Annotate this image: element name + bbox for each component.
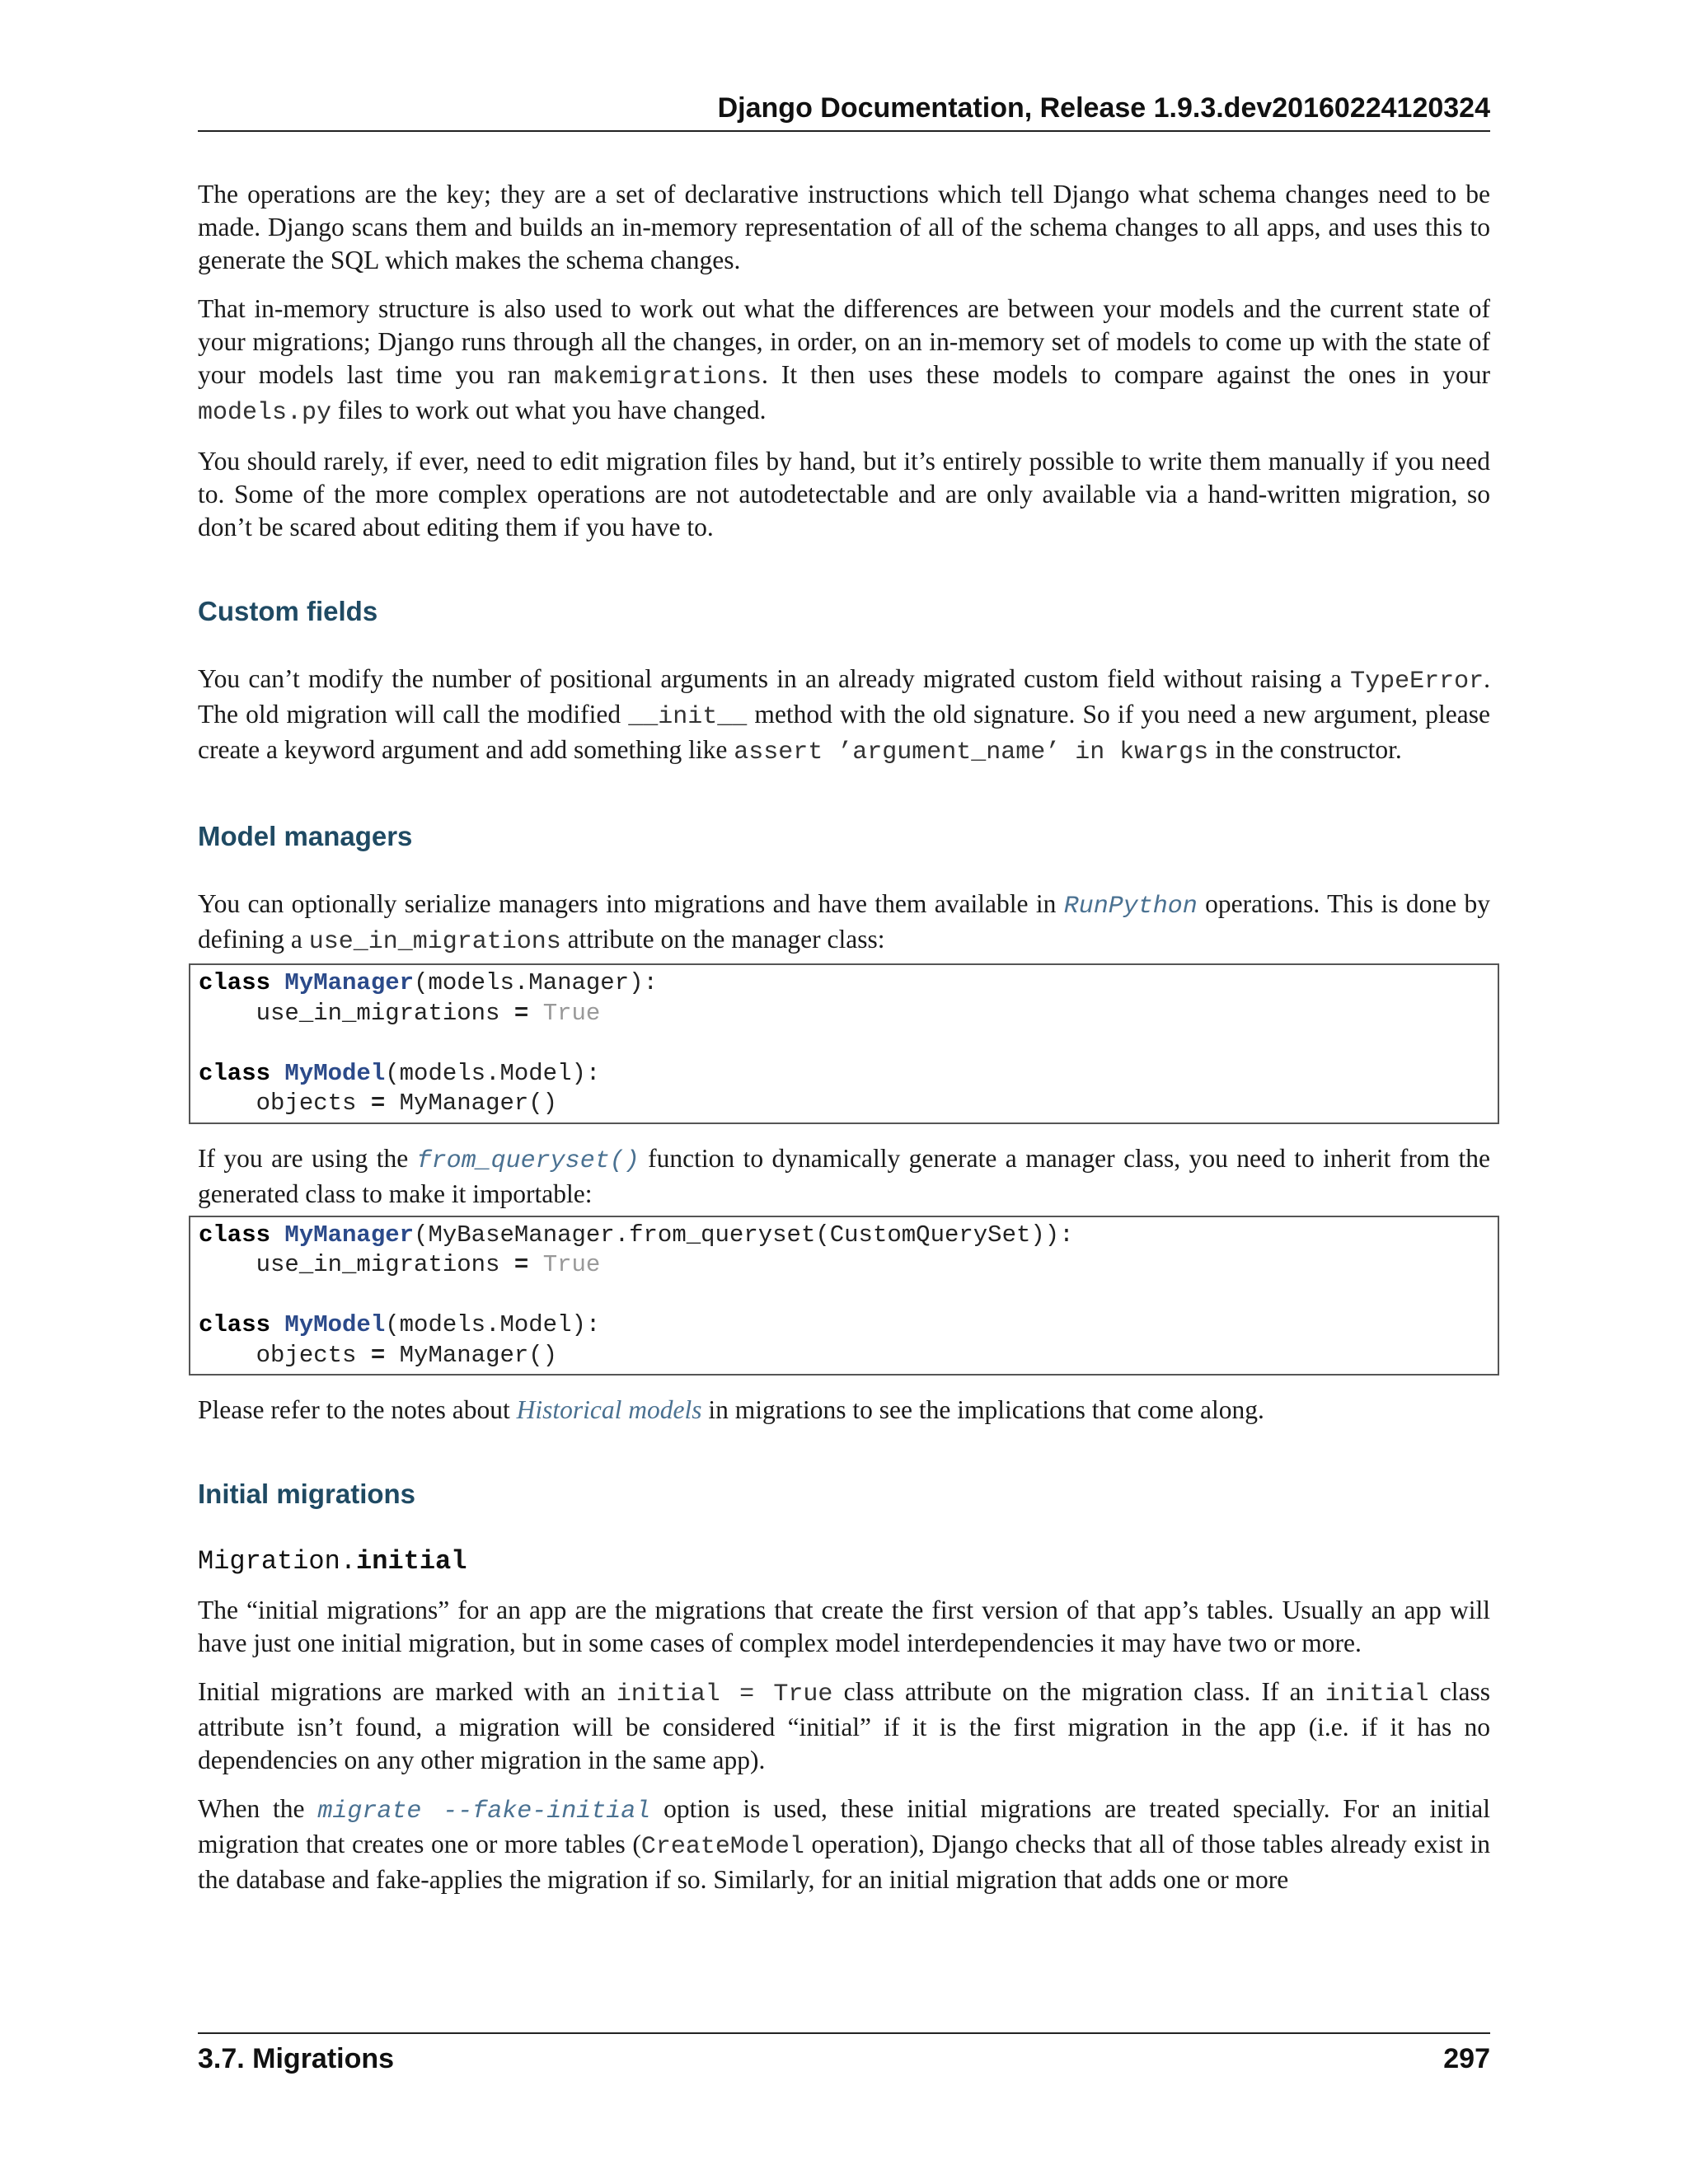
page-number: 297 <box>1443 2043 1490 2074</box>
code-line: use_in_migrations = True <box>199 999 601 1027</box>
historical-models-link[interactable]: Historical models <box>516 1395 702 1424</box>
code-line: class MyModel(models.Model): <box>199 1059 601 1087</box>
initial-migrations-paragraph-3: When the migrate --fake-initial option is used, these initial migrations are treated specially. For an initial migration that creates one or more tables (CreateModel operation), Django checks that all of those tables already exist in the database and fake-applies the migration if so. Similarly, for an initial migration that adds one or more <box>198 1794 1490 1894</box>
code-line: class MyManager(MyBaseManager.from_queryset(CustomQuerySet)): <box>199 1221 1074 1249</box>
document-page <box>198 92 1490 1896</box>
code-block-manager-2 <box>189 1216 1499 1376</box>
code-block-manager-1 <box>189 963 1499 1124</box>
running-footer <box>198 2032 1490 2075</box>
intro-paragraph-1: The operations are the key; they are a set of declarative instructions which tell Django what schema changes need to be made. Django scans them and builds an in-memory representation of all of the schema changes to all apps, and uses this to generate the SQL which makes the schema changes. <box>198 180 1490 274</box>
code-line <box>199 1029 1489 1059</box>
initial-true-code: initial = True <box>616 1680 833 1708</box>
model-managers-paragraph-2: If you are using the from_queryset() function to dynamically generate a manager class, you need to inherit from the generated class to make it importable: <box>198 1143 1490 1208</box>
footer-section: 3.7. Migrations <box>198 2043 395 2074</box>
code-line: objects = MyManager() <box>199 1341 558 1369</box>
attribute-signature: Migration.initial <box>198 1546 467 1577</box>
section-heading-initial-migrations: Initial migrations <box>198 1479 416 1509</box>
runpython-link[interactable]: RunPython <box>1063 893 1198 921</box>
code-line: objects = MyManager() <box>199 1090 558 1117</box>
assert-code: assert ’argument_name’ in kwargs <box>734 738 1209 766</box>
running-header <box>198 92 1490 132</box>
code-line: use_in_migrations = True <box>199 1251 601 1278</box>
initial-migrations-paragraph-1: The “initial migrations” for an app are the migrations that create the first version of that app’s tables. Usually an app will have just one initial migration, but in some cases of complex model interdependencies it may have two or more. <box>198 1596 1490 1657</box>
createmodel-code: CreateModel <box>640 1833 804 1861</box>
model-managers-paragraph-1: You can optionally serialize managers into migrations and have them available in RunPython operations. This is done by defining a use_in_migrations attribute on the manager class: <box>198 889 1490 956</box>
document-title: Django Documentation, Release 1.9.3.dev20160224120324 <box>717 92 1490 124</box>
use-in-migrations-code: use_in_migrations <box>308 928 561 956</box>
from-queryset-link[interactable]: from_queryset() <box>416 1146 640 1175</box>
code-line: class MyModel(models.Model): <box>199 1311 601 1338</box>
section-heading-model-managers: Model managers <box>198 821 413 851</box>
model-managers-paragraph-3: Please refer to the notes about Historical models in migrations to see the implications that come along. <box>198 1395 1264 1424</box>
initial-migrations-paragraph-2: Initial migrations are marked with an initial = True class attribute on the migration class. If an initial class attribute isn’t found, a migration will be considered “initial” if it is the first migration in the app (i.e. if it has no dependencies on any other migration in the same app). <box>198 1677 1491 1774</box>
migrate-fake-initial-link[interactable]: migrate --fake-initial <box>317 1797 651 1825</box>
code-line: class MyManager(models.Manager): <box>199 969 658 996</box>
intro-paragraph-3: You should rarely, if ever, need to edit migration files by hand, but it’s entirely possible to write them manually if you need to. Some of the more complex operations are not autodetectable and are only available via a hand-written migration, so don’t be scared about editing them if you have to. <box>198 447 1490 541</box>
models-py-code: models.py <box>198 399 332 427</box>
typeerror-code: TypeError <box>1350 668 1484 696</box>
intro-paragraph-2: That in-memory structure is also used to work out what the differences are between your models and the current state of your migrations; Django runs through all the changes, in order, on an in-memory set of models to come up with the state of your models last time you ran makemigrations. It then uses these models to compare against the ones in your models.py files to work out what you have changed. <box>198 294 1490 427</box>
initial-code: initial <box>1325 1680 1429 1708</box>
makemigrations-code: makemigrations <box>553 363 762 391</box>
code-line <box>199 1281 1489 1311</box>
section-heading-custom-fields: Custom fields <box>198 596 378 626</box>
init-code: __init__ <box>628 703 748 731</box>
custom-fields-paragraph: You can’t modify the number of positional arguments in an already migrated custom field without raising a TypeError. The old migration will call the modified __init__ method with the old signature. So if you need a new argument, please create a keyword argument and add something like assert ’argument_name’ in kwargs in the constructor. <box>198 664 1490 766</box>
